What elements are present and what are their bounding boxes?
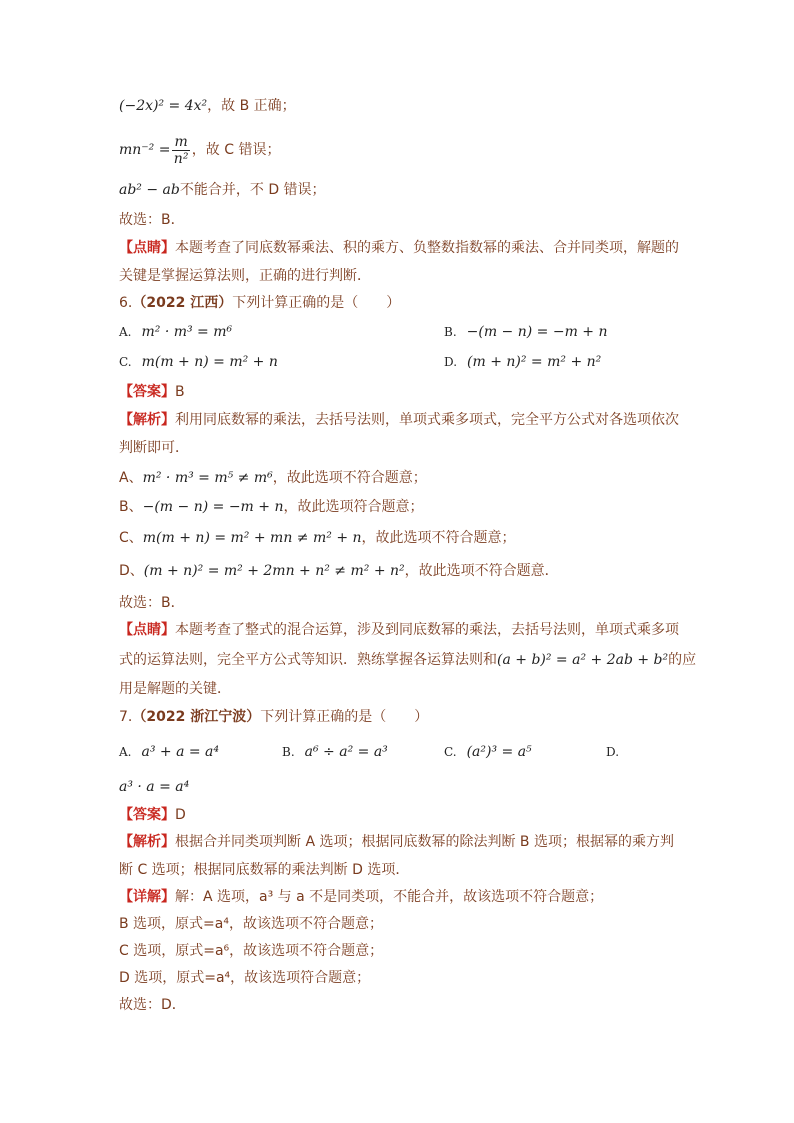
option-label: D. xyxy=(444,355,458,369)
choice-line: 故选：B． xyxy=(119,212,185,228)
option-math: m² · m³ = m⁶ xyxy=(141,324,233,340)
note-text: 本题考查了整式的混合运算，涉及到同底数幂的乘法，去括号法则，单项式乘多项 xyxy=(175,622,679,638)
note-text: 的应 xyxy=(668,652,697,668)
option-label: C. xyxy=(444,745,457,759)
question-stem: 下列计算正确的是（ ） xyxy=(260,709,429,725)
question-7-stem xyxy=(119,707,428,727)
detail-text: 解：A 选项，a³ 与 a 不是同类项，不能合并，故该选项不符合题意； xyxy=(175,889,604,905)
fraction-denominator: n² xyxy=(173,150,189,167)
math-expression: mn⁻² = xyxy=(119,142,171,158)
step-c xyxy=(119,528,516,548)
step-text: ，故此选项不符合题意． xyxy=(404,563,559,579)
note-math: (a + b)² = a² + 2ab + b² xyxy=(497,652,669,668)
step-b xyxy=(119,497,423,517)
analysis-line-1 xyxy=(119,832,674,852)
question-source: （2022 浙江宁波） xyxy=(132,709,261,725)
solution-text: 不能合并，不 D 错误； xyxy=(179,182,326,198)
step-text: ，故此选项不符合题意； xyxy=(361,530,516,546)
option-math: a³ + a = a⁴ xyxy=(141,744,220,760)
step-math: −(m − n) = −m + n xyxy=(142,499,284,515)
option-math: (a²)³ = a⁵ xyxy=(466,744,532,760)
answer-value: B xyxy=(175,384,185,400)
detail-line-2: B 选项，原式=a⁴，故该选项不符合题意； xyxy=(119,916,383,932)
option-label: A. xyxy=(119,325,132,339)
solution-line-d xyxy=(119,180,326,200)
detail-tag: 【详解】 xyxy=(119,889,175,905)
analysis-line-1 xyxy=(119,410,679,430)
note-line-2 xyxy=(119,650,696,670)
option-math: (m + n)² = m² + n² xyxy=(467,354,602,370)
fraction-numerator: m xyxy=(174,133,188,150)
analysis-tag: 【解析】 xyxy=(119,834,175,850)
option-label: C. xyxy=(119,355,132,369)
option-label: A. xyxy=(119,745,132,759)
option-b xyxy=(444,322,608,343)
analysis-text: 利用同底数幂的乘法，去括号法则，单项式乘多项式，完全平方公式对各选项依次 xyxy=(175,412,679,428)
question-stem: 下列计算正确的是（ ） xyxy=(232,295,401,311)
option-d-math-line xyxy=(119,777,189,797)
answer-tag: 【答案】 xyxy=(119,807,175,823)
step-math: (m + n)² = m² + 2mn + n² ≠ m² + n² xyxy=(143,563,405,579)
step-prefix: B、 xyxy=(119,499,143,515)
question-source: （2022 江西） xyxy=(132,295,233,311)
note-line-3: 用是解题的关键． xyxy=(119,681,231,697)
detail-line-1 xyxy=(119,887,603,907)
solution-text: ，故 C 错误； xyxy=(191,142,281,158)
step-text: ，故此选项不符合题意； xyxy=(272,470,427,486)
note-tag: 【点睛】 xyxy=(119,240,175,256)
analysis-tag: 【解析】 xyxy=(119,412,175,428)
note-line-2: 关键是掌握运算法则，正确的进行判断． xyxy=(119,268,371,284)
option-a xyxy=(119,742,219,763)
detail-line-3: C 选项，原式=a⁶，故该选项不符合题意； xyxy=(119,943,384,959)
choice-line: 故选：D． xyxy=(119,997,186,1013)
answer-line xyxy=(119,382,185,402)
note-line-1 xyxy=(119,620,679,640)
note-text: 式的运算法则，完全平方公式等知识．熟练掌握各运算法则和 xyxy=(119,652,497,668)
option-b xyxy=(282,742,388,763)
solution-line-c xyxy=(119,132,280,168)
option-label: D. xyxy=(606,745,620,759)
option-math: m(m + n) = m² + n xyxy=(141,354,278,370)
note-line-1 xyxy=(119,238,679,258)
question-6-stem xyxy=(119,293,400,313)
option-label: B. xyxy=(282,745,295,759)
option-math: a³ · a = a⁴ xyxy=(119,779,190,795)
step-text: ，故此选项符合题意； xyxy=(283,499,424,515)
option-d xyxy=(606,742,629,763)
step-math: m(m + n) = m² + mn ≠ m² + n xyxy=(142,530,362,546)
step-prefix: C、 xyxy=(119,530,143,546)
step-a xyxy=(119,468,427,488)
note-text: 本题考查了同底数幂乘法、积的乘方、负整数指数幂的乘法、合并同类项，解题的 xyxy=(175,240,679,256)
analysis-line-2: 断 C 选项；根据同底数幂的乘法判断 D 选项． xyxy=(119,862,410,878)
math-expression: ab² − ab xyxy=(119,182,180,198)
analysis-line-2: 判断即可． xyxy=(119,440,189,456)
math-expression: (−2x)² = 4x² xyxy=(119,98,208,114)
solution-line-b xyxy=(119,96,296,116)
note-tag: 【点睛】 xyxy=(119,622,175,638)
fraction xyxy=(172,134,189,167)
option-d xyxy=(444,352,601,373)
option-c xyxy=(444,742,532,763)
option-math: −(m − n) = −m + n xyxy=(466,324,608,340)
answer-line xyxy=(119,805,186,825)
detail-line-4: D 选项，原式=a⁴，故该选项符合题意； xyxy=(119,970,371,986)
step-prefix: A、 xyxy=(119,470,143,486)
question-number: 6. xyxy=(119,295,133,311)
answer-tag: 【答案】 xyxy=(119,384,175,400)
step-prefix: D、 xyxy=(119,563,144,579)
option-label: B. xyxy=(444,325,457,339)
question-number: 7. xyxy=(119,709,133,725)
choice-line: 故选：B． xyxy=(119,595,185,611)
analysis-text: 根据合并同类项判断 A 选项；根据同底数幂的除法判断 B 选项；根据幂的乘方判 xyxy=(175,834,674,850)
step-d xyxy=(119,561,559,581)
option-math: a⁶ ÷ a² = a³ xyxy=(304,744,388,760)
answer-value: D xyxy=(175,807,186,823)
step-math: m² · m³ = m⁵ ≠ m⁶ xyxy=(142,470,273,486)
option-a xyxy=(119,322,232,343)
solution-text: ，故 B 正确； xyxy=(207,98,296,114)
option-c xyxy=(119,352,278,373)
